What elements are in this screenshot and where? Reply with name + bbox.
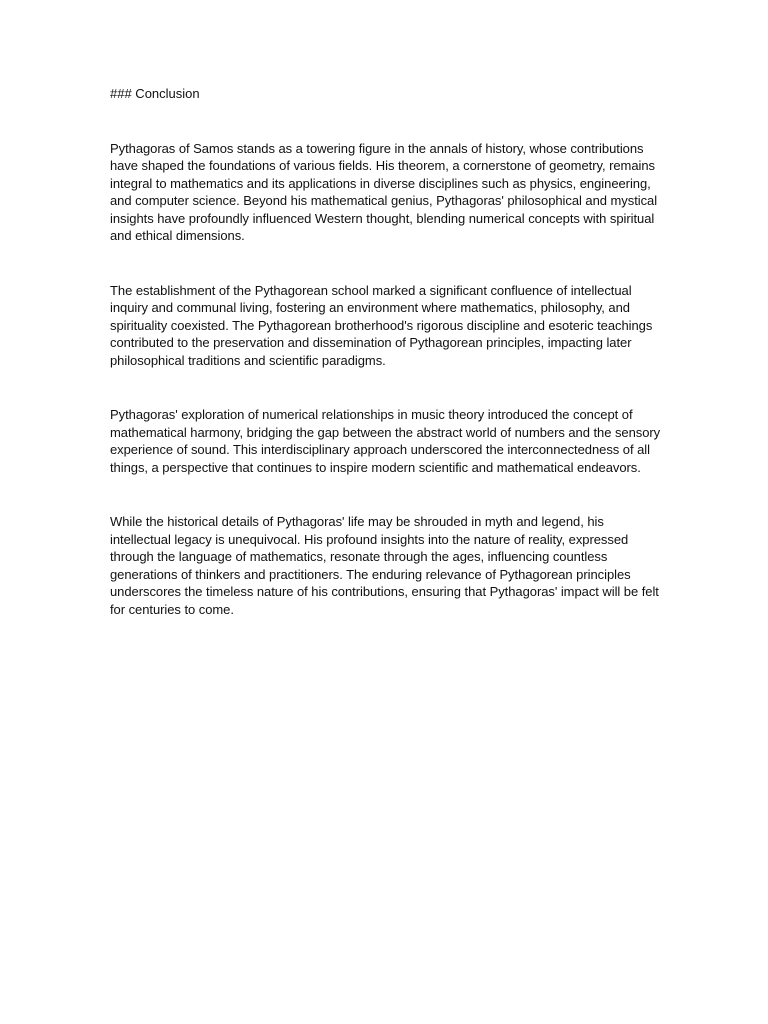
paragraph-1: Pythagoras of Samos stands as a towering figure in the annals of history, whose contributions have shaped the foundations of various fields. His theorem, a cornerstone of geometry, remains integral to mathematics and its applications in diverse disciplines such as physics, engineering, and computer science. Beyond his mathematical genius, Pythagoras' philosophical and mystical insights have profoundly influenced Western thought, blending numerical concepts with spiritual and ethical dimensions.: [110, 140, 658, 243]
paragraph-2: The establishment of the Pythagorean school marked a significant confluence of intellectual inquiry and communal living, fostering an environment where mathematics, philosophy, and spirituality coexisted. The Pythagorean brotherhood's rigorous discipline and esoteric teachings contributed to the preservation and dissemination of Pythagorean principles, impacting later philosophical traditions and scientific paradigms.: [110, 282, 653, 368]
document-page: [110, 85, 662, 655]
paragraph-3: Pythagoras' exploration of numerical relationships in music theory introduced the concept of mathematical harmony, bridging the gap between the abstract world of numbers and the sensory experience of sound. This interdisciplinary approach underscored the interconnectedness of all things, a perspective that continues to inspire modern scientific and mathematical endeavors.: [110, 407, 661, 475]
paragraph-4: While the historical details of Pythagoras' life may be shrouded in myth and legend, his intellectual legacy is unequivocal. His profound insights into the nature of reality, expressed through the language of mathematics, resonate through the ages, influencing countless generations of thinkers and practitioners. The enduring relevance of Pythagorean principles underscores the timeless nature of his contributions, ensuring that Pythagoras' impact will be felt for centuries to come.: [110, 514, 659, 617]
section-heading: ### Conclusion: [110, 86, 200, 101]
